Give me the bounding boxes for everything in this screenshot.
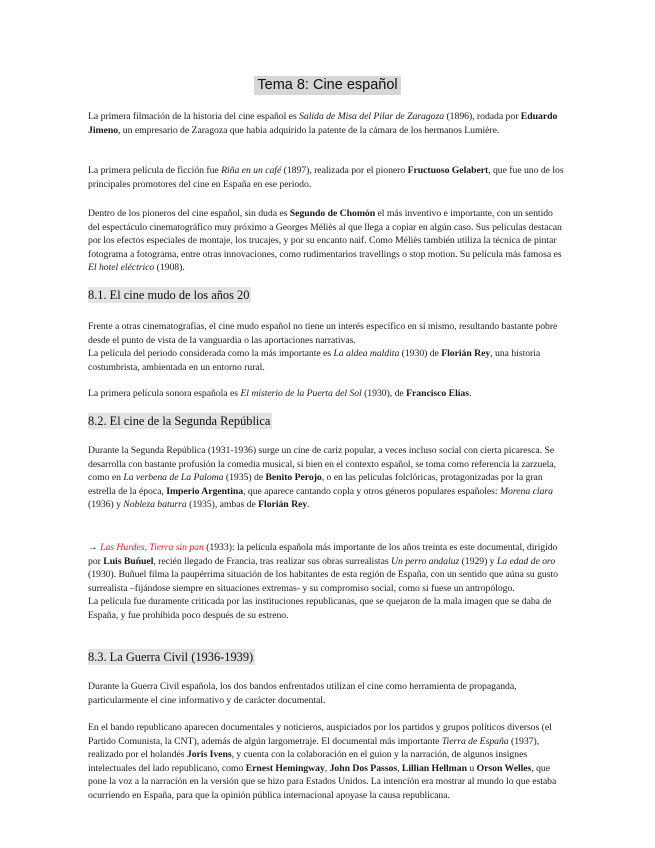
film-title: La verbena de La Paloma <box>123 472 224 483</box>
film-title: El misterio de la Puerta del Sol <box>240 388 362 399</box>
person-name: Florián Rey <box>258 499 308 510</box>
film-title: Salida de Misa del Pilar de Zaragoza <box>299 111 445 122</box>
intro-paragraph-2: La primera película de ficción fue Riña en un café (1897), realizada por el pionero Fructuoso Gelabert, que fue uno de los principales promotores del cine en España en ese periodo. <box>88 165 564 190</box>
page-title: Tema 8: Cine español <box>254 76 400 95</box>
person-name: Francisco Elías <box>406 388 469 399</box>
film-title: El hotel eléctrico <box>88 262 155 273</box>
intro-paragraph-1: La primera filmación de la historia del cine español es Salida de Misa del Pilar de Zaragoza (1896), rodada por Eduardo Jimeno, un empresario de Zaragoza que había adquirido la patente de la cámara de los hermanos Lumière. <box>88 111 558 136</box>
film-title: Nobleza baturra <box>123 499 187 510</box>
person-name: John Dos Passos <box>329 762 398 774</box>
film-title: Riña en un café <box>221 165 282 176</box>
section-heading-8-3: 8.3. La Guerra Civil (1936-1939) <box>88 650 254 664</box>
arrow-icon: → <box>88 542 101 553</box>
section-8-1-paragraph-2: La primera película sonora española es El misterio de la Puerta del Sol (1930), de Francisco Elías. <box>88 388 472 399</box>
section-8-2-paragraph-2: → Las Hurdes, Tierra sin pan (1933): la película española más importante de los años treinta es este documental, dirigido por Luis Buñuel, recién llegado de Francia, tras realizar sus obras surrealistas Un perro andaluz (1929) y La edad de oro (1930). Buñuel filma la paupérrima situación de los habitantes de esta región de España, con un sentido que aúna su gusto surrealista –fijándose siempre en situaciones extremas- y su compromiso social, como si fuese un antropólogo. La película fue duramente criticada por las instituciones republicanas, que se quejaron de la mala imagen que se daba de España, y fue prohibida poco después de su estreno. <box>88 542 558 621</box>
person-name: Joris Ivens <box>186 749 232 760</box>
section-heading-8-1: 8.1. El cine mudo de los años 20 <box>88 288 250 302</box>
person-name: Benito Perojo <box>265 472 322 483</box>
person-name: Florián Rey <box>441 348 491 359</box>
person-name: Luis Buñuel <box>103 555 154 567</box>
person-name: Lillian Hellman <box>401 762 467 774</box>
person-name: Ernest Hemingway <box>245 762 325 774</box>
person-name: Segundo de Chomón <box>289 208 376 219</box>
person-name: Imperio Argentina <box>166 485 244 497</box>
person-name: Fructuoso Gelabert <box>407 165 489 176</box>
film-title: Tierra de España <box>441 735 509 747</box>
intro-paragraph-3: Dentro de los pioneros del cine español, sin duda es Segundo de Chomón el más inventivo e importante, con un sentido del espectáculo cinematográfico muy próximo a Georges Méliès al que llega a copiar en algún caso. Sus películas destacan por los efectos especiales de montaje, los trucajes, y por su encanto naif. Como Méliès también utiliza la técnica de pintar fotograma a fotograma, entre otras innovaciones, como rudimentarios travellings o stop motion. Su película más famosa es El hotel eléctrico (1908). <box>88 208 562 273</box>
section-8-3-paragraph-2: En el bando republicano aparecen documentales y noticieros, auspiciados por los partidos y grupos políticos diversos (el Partido Comunista, la CNT), además de algún largometraje. El documental más importante Tierra de España (1937), realizado por el holandés Joris Ivens, y cuenta con la colaboración en el guion y la narración, de algunos insignes intelectuales del lado republicano, como Ernest Hemingway, John Dos Passos, Lillian Hellman u Orson Welles, que pone la voz a la narración en la versión que se hizo para Estados Unidos. La intención era mostrar al mundo lo que estaba ocurriendo en España, para que la opinión pública internacional apoyase la causa republicana. <box>88 722 557 801</box>
film-title: Un perro andaluz <box>391 555 460 567</box>
film-title: La edad de oro <box>496 555 556 567</box>
person-name: Eduardo Jimeno <box>88 111 558 136</box>
section-heading-8-2: 8.2. El cine de la Segunda República <box>88 414 271 428</box>
film-title: Morena clara <box>499 485 553 497</box>
section-8-2-paragraph-1: Durante la Segunda República (1931-1936) surge un cine de cariz popular, a veces incluso social con cierta picaresca. Se desarrolla con bastante profusión la comedia musical, si bien en el contexto español, se toma como referencia la zarzuela, como en La verbena de La Paloma (1935) de Benito Perojo, o en las películas folclóricas, protagonizadas por la gran estrella de la época, Imperio Argentina, que aparece cantando copla y otros géneros populares españoles: Morena clara (1936) y Nobleza baturra (1935), ambas de Florián Rey. <box>88 445 556 510</box>
section-8-1-paragraph-1: Frente a otras cinematografías, el cine mudo español no tiene un interés específico en sí mismo, resultando bastante pobre desde el punto de vista de la vanguardia o las aportaciones narrativas. La película del periodo considerada como la más importante es La aldea maldita (1930) de Florián Rey, una historia costumbrista, ambientada en un entorno rural. <box>88 321 558 373</box>
person-name: Orson Welles <box>476 762 532 774</box>
film-title-highlight: Las Hurdes, Tierra sin pan <box>100 542 204 553</box>
section-8-3-paragraph-1: Durante la Guerra Civil española, los dos bandos enfrentados utilizan el cine como herramienta de propaganda, particularmente el cine informativo y de carácter documental. <box>88 681 517 706</box>
film-title: La aldea maldita <box>333 348 400 359</box>
